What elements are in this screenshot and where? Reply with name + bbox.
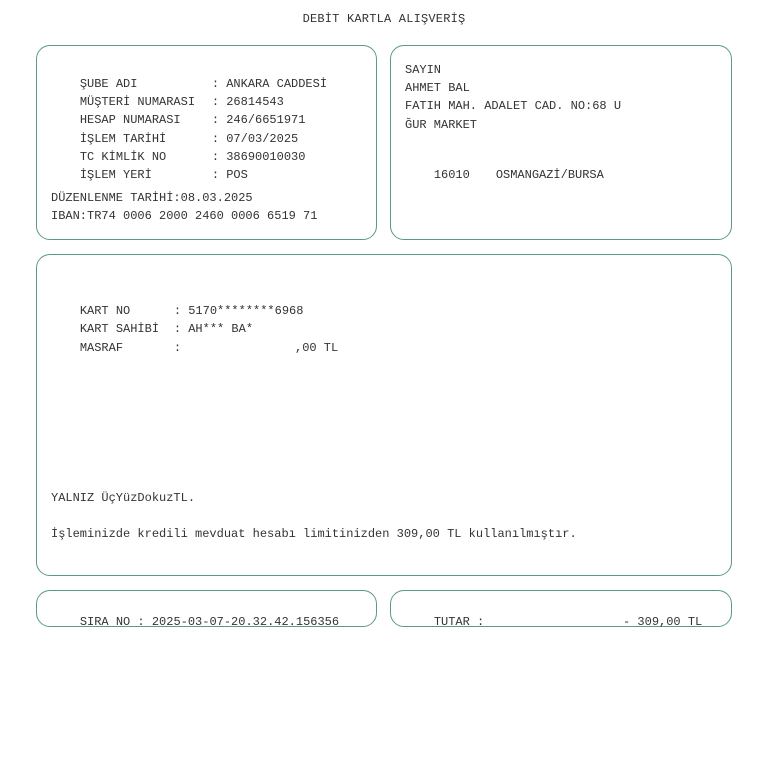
- recipient-name: AHMET BAL: [405, 81, 470, 95]
- branch-name-label: ŞUBE ADI: [79, 77, 138, 91]
- account-number-label: HESAP NUMARASI: [79, 113, 181, 127]
- iban: IBAN:TR74 0006 2000 2460 0006 6519 71: [51, 209, 318, 223]
- total-row: [405, 601, 702, 643]
- postal-city-row: [405, 154, 604, 196]
- card-holder-label: KART SAHİBİ: [79, 322, 160, 336]
- fee-value: ,00 TL: [295, 341, 339, 355]
- account-number-value: 246/6651971: [226, 113, 306, 127]
- colon: :: [211, 168, 227, 182]
- colon: :: [211, 132, 227, 146]
- tc-id-label: TC KİMLİK NO: [79, 150, 167, 164]
- address-line-2: ĞUR MARKET: [405, 118, 478, 132]
- address-line-1: FATIH MAH. ADALET CAD. NO:68 U: [405, 99, 622, 113]
- postal-code: 16010: [433, 168, 470, 182]
- transaction-date-value: 07/03/2025: [226, 132, 299, 146]
- total-box: [390, 590, 732, 627]
- colon: :: [173, 341, 189, 355]
- document-title: DEBİT KARTLA ALIŞVERİŞ: [302, 12, 466, 26]
- card-details-box: [36, 254, 732, 576]
- colon: :: [469, 615, 485, 629]
- transaction-place-label: İŞLEM YERİ: [79, 168, 152, 182]
- sequence-box: [36, 590, 377, 627]
- transaction-place-value: POS: [226, 168, 248, 182]
- tc-id-value: 38690010030: [226, 150, 306, 164]
- city: OSMANGAZİ/BURSA: [495, 168, 604, 182]
- colon: :: [173, 322, 189, 336]
- card-number-label: KART NO: [79, 304, 131, 318]
- total-label: TUTAR: [433, 615, 470, 629]
- branch-name-value: ANKARA CADDESİ: [226, 77, 328, 91]
- card-number-value: 5170********6968: [188, 304, 304, 318]
- colon: :: [173, 304, 189, 318]
- colon: :: [211, 113, 227, 127]
- colon: :: [130, 615, 152, 629]
- salutation: SAYIN: [405, 63, 442, 77]
- sequence-row: [51, 601, 339, 643]
- customer-number-label: MÜŞTERİ NUMARASI: [79, 95, 196, 109]
- sequence-value: 2025-03-07-20.32.42.156356: [151, 615, 340, 629]
- fee-label: MASRAF: [79, 341, 124, 355]
- card-holder-value: AH*** BA*: [188, 322, 254, 336]
- issue-date: DÜZENLENME TARİHİ:08.03.2025: [51, 191, 253, 205]
- transaction-date-label: İŞLEM TARİHİ: [79, 132, 167, 146]
- customer-number-value: 26814543: [226, 95, 284, 109]
- colon: :: [211, 77, 227, 91]
- amount-in-words: YALNIZ ÜçYüzDokuzTL.: [51, 491, 196, 505]
- recipient-box: [390, 45, 732, 240]
- transaction-place-row: [51, 154, 248, 196]
- account-info-box: [36, 45, 377, 240]
- colon: :: [211, 150, 227, 164]
- colon: :: [211, 95, 227, 109]
- sequence-label: SIRA NO: [79, 615, 131, 629]
- overdraft-notice: İşleminizde kredili mevduat hesabı limitinizden 309,00 TL kullanılmıştır.: [51, 527, 577, 541]
- fee-row: [51, 327, 338, 369]
- total-value: - 309,00 TL: [623, 615, 703, 629]
